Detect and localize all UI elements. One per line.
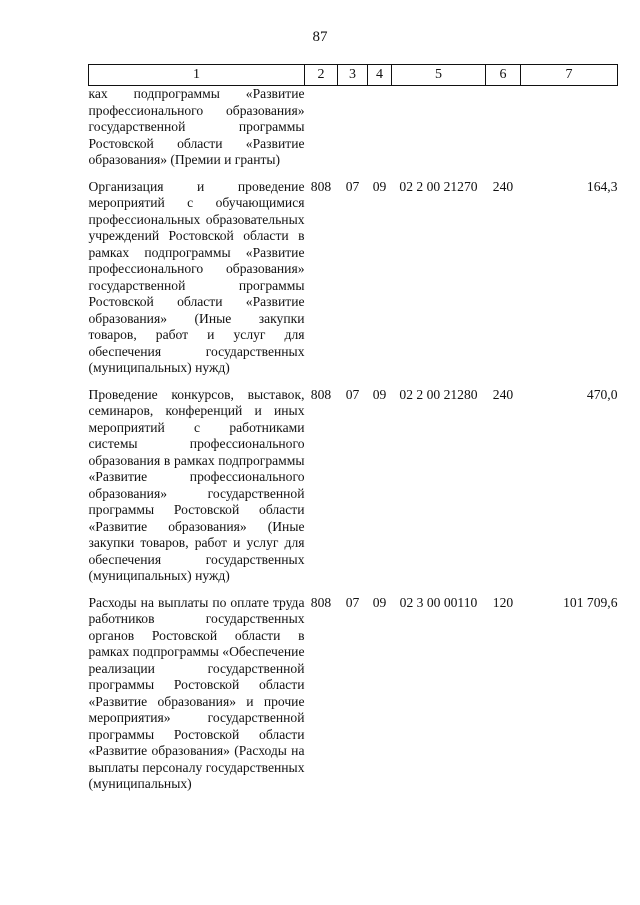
row-description: Проведение конкурсов, выставок, семинаров, конференций и иных мероприятий с работниками системы профессионального образования в рамках подпрограммы «Развитие профессионального образования» государственной программы Ростовской области «Развитие образования» (Иные закупки товаров, работ и услуг для обеспечения государственных (муниципальных) нужд) [88, 386, 305, 583]
table-row [89, 179, 618, 377]
row-ministry-code: 808 [310, 594, 332, 610]
row-expense-type [486, 86, 521, 169]
row-ministry-code: 808 [310, 386, 332, 402]
table-row [89, 86, 618, 169]
header-row [89, 65, 618, 86]
row-subsection-code: 09 [372, 594, 387, 610]
row-expense-type: 240 [492, 178, 514, 194]
row-subsection-code [368, 86, 392, 169]
row-description: Организация и проведение мероприятий с обучающимися профессиональных образовательных учреждений Ростовской области в рамках подпрограммы «Развитие профессионального образования» государственной программы Ростовской области «Развитие образования» (Иные закупки товаров, работ и услуг для обеспечения государственных (муниципальных) нужд) [88, 178, 305, 375]
row-amount: 101 709,6 [563, 594, 618, 610]
row-target-article [392, 86, 486, 169]
table-row [89, 387, 618, 585]
row-section-code: 07 [345, 594, 360, 610]
row-subsection-code: 09 [372, 386, 387, 402]
row-expense-type: 240 [492, 386, 514, 402]
row-description: Расходы на выплаты по оплате труда работников государственных органов Ростовской области в рамках подпрограммы «Обеспечение реализации государственной программы Ростовской области «Развитие образования» и прочие мероприятия» государственной программы Ростовской области «Развитие образования» (Расходы на выплаты персоналу государственных (муниципальных) [88, 594, 305, 791]
row-ministry-code [305, 86, 338, 169]
column-header-7: 7 [521, 65, 618, 86]
budget-table [88, 64, 618, 793]
row-target-article: 02 2 00 21270 [399, 178, 478, 194]
row-section-code: 07 [345, 178, 360, 194]
column-header-5: 5 [392, 65, 486, 86]
row-target-article: 02 3 00 00110 [399, 594, 478, 610]
row-subsection-code: 09 [372, 178, 387, 194]
column-header-3: 3 [338, 65, 368, 86]
row-ministry-code: 808 [310, 178, 332, 194]
table-row [89, 595, 618, 793]
row-section-code: 07 [345, 386, 360, 402]
column-header-4: 4 [368, 65, 392, 86]
row-section-code [338, 86, 368, 169]
row-amount [521, 86, 618, 169]
row-description: ках подпрограммы «Развитие профессионального образования» государственной программы Ростовской области «Развитие образования» (Премии и гранты) [88, 86, 305, 167]
column-header-2: 2 [305, 65, 338, 86]
row-target-article: 02 2 00 21280 [399, 386, 478, 402]
row-amount: 470,0 [586, 386, 618, 402]
column-header-1: 1 [89, 65, 305, 86]
page-number: 87 [312, 29, 328, 45]
row-expense-type: 120 [492, 594, 514, 610]
column-header-6: 6 [486, 65, 521, 86]
row-amount: 164,3 [586, 178, 618, 194]
